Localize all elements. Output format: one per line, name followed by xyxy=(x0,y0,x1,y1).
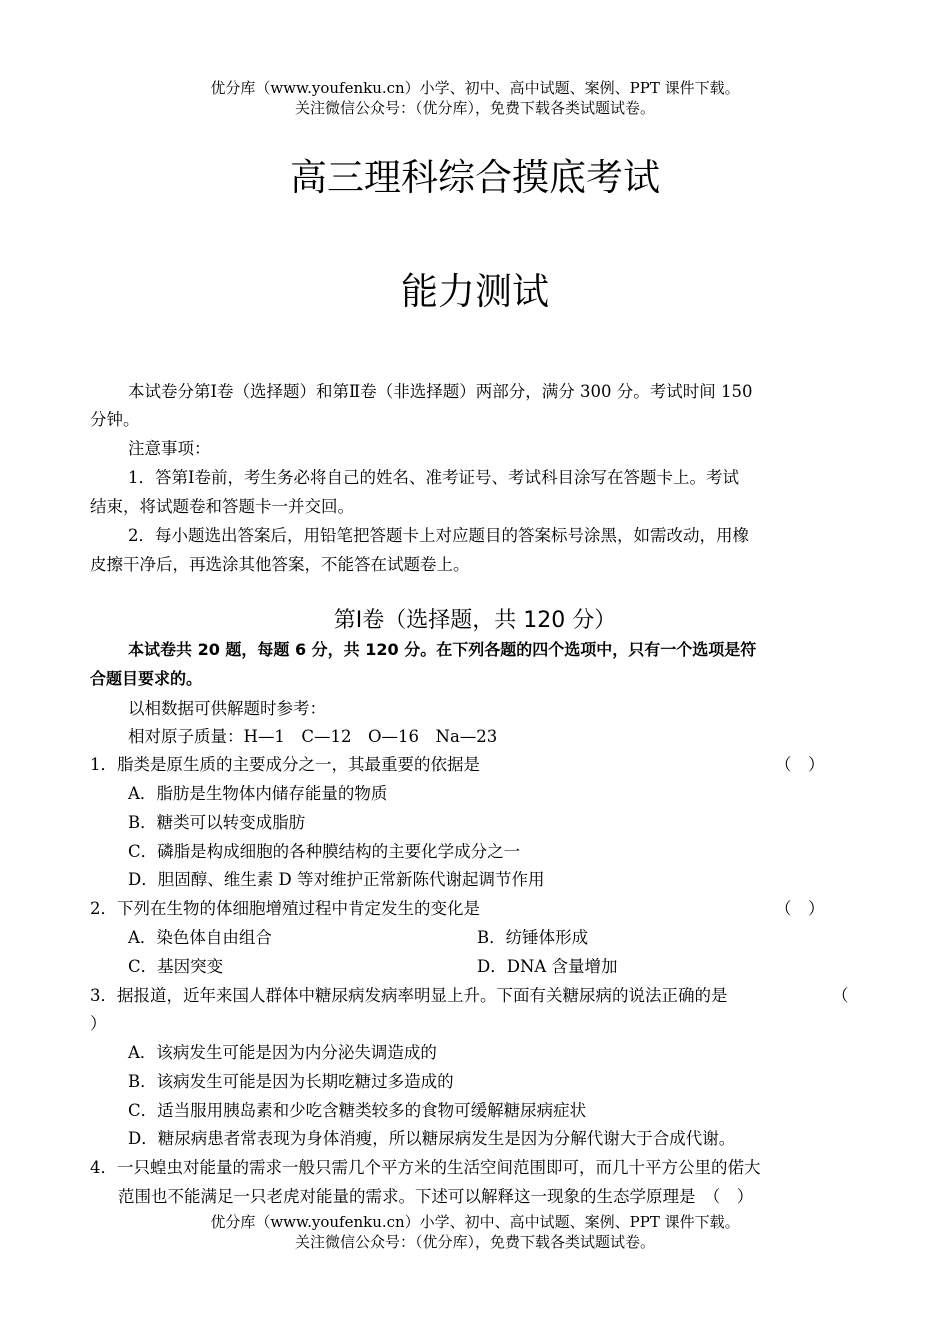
question-2-option-a: A．染色体自由组合 xyxy=(128,928,272,947)
intro-line-2: 分钟。 xyxy=(90,410,140,429)
question-3-option-c: C．适当服用胰岛素和少吃含糖类较多的食物可缓解糖尿病症状 xyxy=(128,1101,587,1120)
question-4-stem-line-2: 范围也不能满足一只老虎对能量的需求。下述可以解释这一现象的生态学原理是 （ ） xyxy=(118,1187,754,1206)
section-1-instr-line-2: 合题目要求的。 xyxy=(90,669,203,688)
question-3-paren-open: （ xyxy=(832,986,849,1005)
question-2-option-c: C．基因突变 xyxy=(128,957,224,976)
question-4-stem-line-1: 4．一只蝗虫对能量的需求一般只需几个平方米的生活空间范围即可，而几十平方公里的偌大 xyxy=(90,1158,761,1177)
question-2-stem: 2．下列在生物的体细胞增殖过程中肯定发生的变化是 xyxy=(90,899,480,918)
question-3-option-d: D．糖尿病患者常表现为身体消瘦，所以糖尿病发生是因为分解代谢大于合成代谢。 xyxy=(128,1129,736,1148)
section-1-instr-line-1: 本试卷共 20 题，每题 6 分，共 120 分。在下列各题的四个选项中，只有一个选项是符 xyxy=(128,640,757,659)
question-1-stem: 1．脂类是原生质的主要成分之一，其最重要的依据是 xyxy=(90,755,480,774)
page-subtitle: 能力测试 xyxy=(401,270,549,313)
question-1-option-c: C．磷脂是构成细胞的各种膜结构的主要化学成分之一 xyxy=(128,842,521,861)
note-1-line-1: 1．答第Ⅰ卷前，考生务必将自己的姓名、准考证号、考试科目涂写在答题卡上。考试 xyxy=(128,468,740,487)
header-line-1: 优分库（www.youfenku.cn）小学、初中、高中试题、案例、PPT 课件下载。 xyxy=(210,79,740,97)
question-3-stem: 3．据报道，近年来国人群体中糖尿病发病率明显上升。下面有关糖尿病的说法正确的是 xyxy=(90,986,728,1005)
question-2-option-d: D．DNA 含量增加 xyxy=(477,957,618,976)
question-2-answer-paren: （ ） xyxy=(775,899,825,918)
footer-line-1: 优分库（www.youfenku.cn）小学、初中、高中试题、案例、PPT 课件下载。 xyxy=(210,1213,740,1231)
question-3-option-b: B．该病发生可能是因为长期吃糖过多造成的 xyxy=(128,1072,454,1091)
note-2-line-1: 2．每小题选出答案后，用铅笔把答题卡上对应题目的答案标号涂黑，如需改动，用橡 xyxy=(128,526,749,545)
note-2-line-2: 皮擦干净后，再选涂其他答案，不能答在试题卷上。 xyxy=(90,555,470,574)
page-title: 高三理科综合摸底考试 xyxy=(290,156,660,199)
reference-line: 以相数据可供解题时参考： xyxy=(128,699,326,718)
question-2-option-b: B．纺锤体形成 xyxy=(477,928,589,947)
notes-title: 注意事项： xyxy=(128,439,211,458)
question-1-option-d: D．胆固醇、维生素 D 等对维护正常新陈代谢起调节作用 xyxy=(128,870,545,889)
question-1-option-a: A．脂肪是生物体内储存能量的物质 xyxy=(128,784,388,803)
question-3-option-a: A．该病发生可能是因为内分泌失调造成的 xyxy=(128,1043,437,1062)
question-1-answer-paren: （ ） xyxy=(775,755,825,774)
section-1-title: 第Ⅰ卷（选择题，共 120 分） xyxy=(333,608,617,633)
atomic-mass-line: 相对原子质量：H—1 C—12 O—16 Na—23 xyxy=(128,727,498,746)
header-line-2: 关注微信公众号：（优分库），免费下载各类试题试卷。 xyxy=(294,99,655,117)
question-3-paren-close: ） xyxy=(90,1014,107,1033)
note-1-line-2: 结束，将试题卷和答题卡一并交回。 xyxy=(90,497,354,516)
question-1-option-b: B．糖类可以转变成脂肪 xyxy=(128,813,306,832)
footer-line-2: 关注微信公众号：（优分库），免费下载各类试题试卷。 xyxy=(294,1233,655,1251)
intro-line-1: 本试卷分第Ⅰ卷（选择题）和第Ⅱ卷（非选择题）两部分，满分 300 分。考试时间 150 xyxy=(128,382,753,401)
